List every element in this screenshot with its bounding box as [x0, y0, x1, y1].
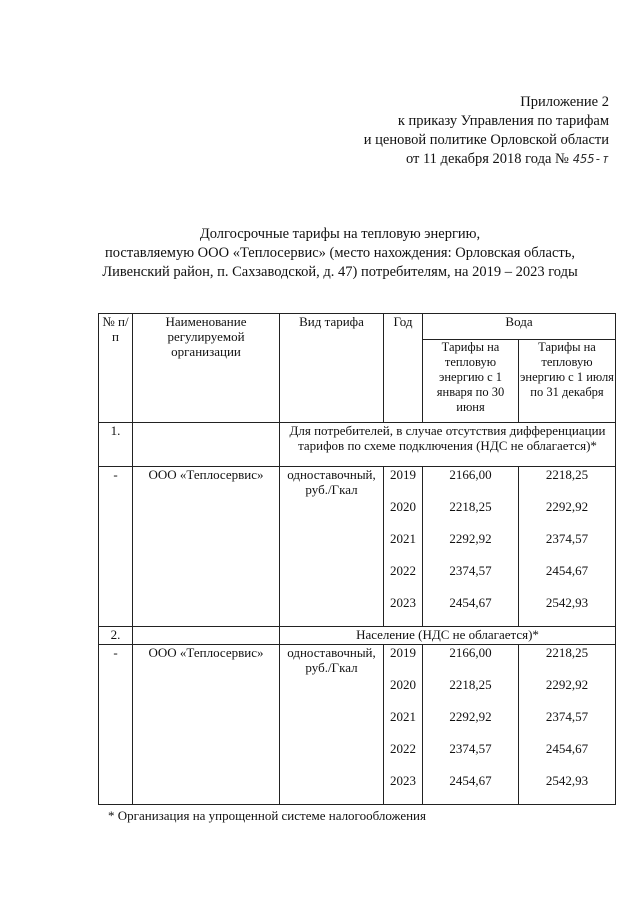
section-1-num: 1.	[99, 423, 133, 467]
appendix-date: от 11 декабря 2018 года №	[405, 151, 569, 167]
section-1-year: 2020	[384, 499, 423, 531]
section-2-num: 2.	[99, 627, 133, 645]
section-2-org: ООО «Теплосервис»	[133, 645, 280, 805]
section-1-h2-value: 2374,57	[519, 531, 616, 563]
section-2-year: 2020	[384, 677, 423, 709]
section-2-h1-value: 2374,57	[423, 741, 519, 773]
section-1-tariff-type: одноставочный, руб./Гкал	[280, 467, 384, 627]
section-2-h2-value: 2542,93	[519, 773, 616, 805]
section-2-year: 2022	[384, 741, 423, 773]
section-1-empty	[133, 423, 280, 467]
document-title	[60, 225, 620, 282]
section-1-year: 2023	[384, 595, 423, 627]
appendix-header	[364, 93, 609, 169]
header-num: № п/п	[99, 314, 133, 423]
header-type: Вид тарифа	[280, 314, 384, 423]
section-1-h1-value: 2292,92	[423, 531, 519, 563]
section-1-year: 2021	[384, 531, 423, 563]
title-line-2: поставляемую ООО «Теплосервис» (место нахождения: Орловская область,	[105, 245, 575, 261]
section-1-h2-value: 2218,25	[519, 467, 616, 499]
section-1-org: ООО «Теплосервис»	[133, 467, 280, 627]
order-number: 455-т	[572, 152, 609, 166]
footnote: * Организация на упрощенной системе налогообложения	[108, 808, 426, 823]
section-2-h2-value: 2218,25	[519, 645, 616, 677]
appendix-title: Приложение 2	[520, 94, 609, 110]
header-year: Год	[384, 314, 423, 423]
section-1-h1-value: 2166,00	[423, 467, 519, 499]
section-2-h1-value: 2454,67	[423, 773, 519, 805]
section-2-title: Население (НДС не облагается)*	[280, 627, 616, 645]
section-1-h2-value: 2542,93	[519, 595, 616, 627]
header-second-half: Тарифы на тепловую энергию с 1 июля по 31 декабря	[519, 340, 616, 423]
section-1-h1-value: 2374,57	[423, 563, 519, 595]
section-1-h2-value: 2292,92	[519, 499, 616, 531]
header-water: Вода	[423, 314, 616, 340]
section-1-title: Для потребителей, в случае отсутствия дифференциации тарифов по схеме подключения (НДС не облагается)*	[280, 423, 616, 467]
appendix-date-line	[364, 150, 609, 169]
title-line-1: Долгосрочные тарифы на тепловую энергию,	[199, 226, 481, 242]
header-org: Наименование регулируемой организации	[133, 314, 280, 423]
section-2-year: 2019	[384, 645, 423, 677]
section-2-h1-value: 2292,92	[423, 709, 519, 741]
section-1-h1-value: 2454,67	[423, 595, 519, 627]
section-2-empty	[133, 627, 280, 645]
section-2-year: 2023	[384, 773, 423, 805]
section-2-h1-value: 2218,25	[423, 677, 519, 709]
appendix-order-line: к приказу Управления по тарифам	[397, 113, 609, 129]
section-1-h2-value: 2454,67	[519, 563, 616, 595]
appendix-authority-line: и ценовой политике Орловской области	[363, 132, 609, 148]
tariffs-table	[98, 313, 616, 805]
title-line-3: Ливенский район, п. Сахзаводской, д. 47) потребителям, на 2019 – 2023 годы	[102, 264, 578, 280]
section-2-h1-value: 2166,00	[423, 645, 519, 677]
section-1-year: 2022	[384, 563, 423, 595]
section-1-h1-value: 2218,25	[423, 499, 519, 531]
section-2-tariff-type: одноставочный, руб./Гкал	[280, 645, 384, 805]
section-1-year: 2019	[384, 467, 423, 499]
section-2-h2-value: 2292,92	[519, 677, 616, 709]
section-2-h2-value: 2374,57	[519, 709, 616, 741]
header-first-half: Тарифы на тепловую энергию с 1 января по 30 июня	[423, 340, 519, 423]
section-1-row-num: -	[99, 467, 133, 627]
section-2-h2-value: 2454,67	[519, 741, 616, 773]
section-2-year: 2021	[384, 709, 423, 741]
section-2-row-num: -	[99, 645, 133, 805]
